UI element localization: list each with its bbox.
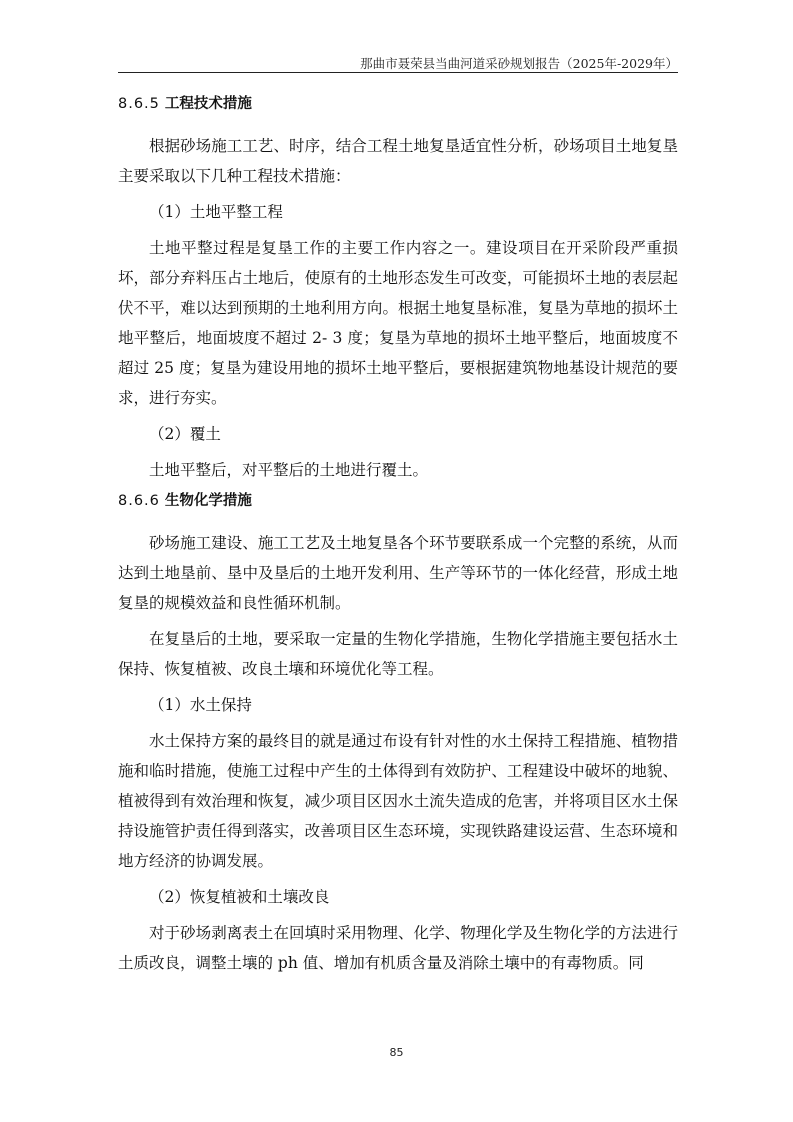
section-number: 8.6.5	[118, 96, 160, 112]
header-divider	[118, 72, 678, 73]
subheading: （2）覆土	[149, 425, 221, 443]
section-number: 8.6.6	[118, 493, 160, 509]
section-heading-865	[118, 88, 678, 121]
paragraph: 土地平整过程是复垦工作的主要工作内容之一。建设项目在开采阶段严重损坏，部分弃料压占土地后，使原有的土地形态发生可改变，可能损坏土地的表层起伏不平，难以达到预期的土地利用方向。根据土地复垦标准，复垦为草地的损坏土地平整后，地面坡度不超过 2- 3 度；复垦为草地的损坏土地平整后，地面坡度不超过 25 度；复垦为建设用地的损坏土地平整后，要根据建筑物地基设计规范的要求，进行夯实。	[118, 239, 678, 407]
subheading: （1）水土保持	[149, 696, 252, 714]
paragraph: 土地平整后，对平整后的土地进行覆土。	[149, 461, 429, 479]
paragraph: 根据砂场施工工艺、时序，结合工程土地复垦适宜性分析，砂场项目土地复垦主要采取以下几种工程技术措施：	[118, 137, 678, 185]
paragraph: 水土保持方案的最终目的就是通过布设有针对性的水土保持工程措施、植物措施和临时措施，使施工过程中产生的土体得到有效防护、工程建设中破坏的地貌、植被得到有效治理和恢复，减少项目区因水土流失造成的危害，并将项目区水土保持设施管护责任得到落实，改善项目区生态环境，实现铁路建设运营、生态环境和地方经济的协调发展。	[118, 732, 678, 870]
paragraph: 砂场施工建设、施工工艺及土地复垦各个环节要联系成一个完整的系统，从而达到土地垦前、垦中及垦后的土地开发利用、生产等环节的一体化经营，形成土地复垦的规模效益和良性循环机制。	[118, 534, 678, 612]
paragraph: 在复垦后的土地，要采取一定量的生物化学措施，生物化学措施主要包括水土保持、恢复植被、改良土壤和环境优化等工程。	[118, 630, 678, 678]
subheading: （2）恢复植被和土壤改良	[149, 888, 330, 906]
section-heading-866	[118, 485, 678, 518]
page-number: 85	[389, 1046, 404, 1059]
paragraph: 对于砂场剥离表土在回填时采用物理、化学、物理化学及生物化学的方法进行土质改良，调整土壤的 ph 值、增加有机质含量及消除土壤中的有毒物质。同	[118, 924, 678, 972]
subheading: （1）土地平整工程	[149, 203, 283, 221]
page-body	[118, 88, 678, 978]
running-header: 那曲市聂荣县当曲河道采砂规划报告（2025年-2029年）	[360, 56, 678, 71]
section-title: 工程技术措施	[164, 96, 252, 112]
section-title: 生物化学措施	[164, 493, 252, 509]
